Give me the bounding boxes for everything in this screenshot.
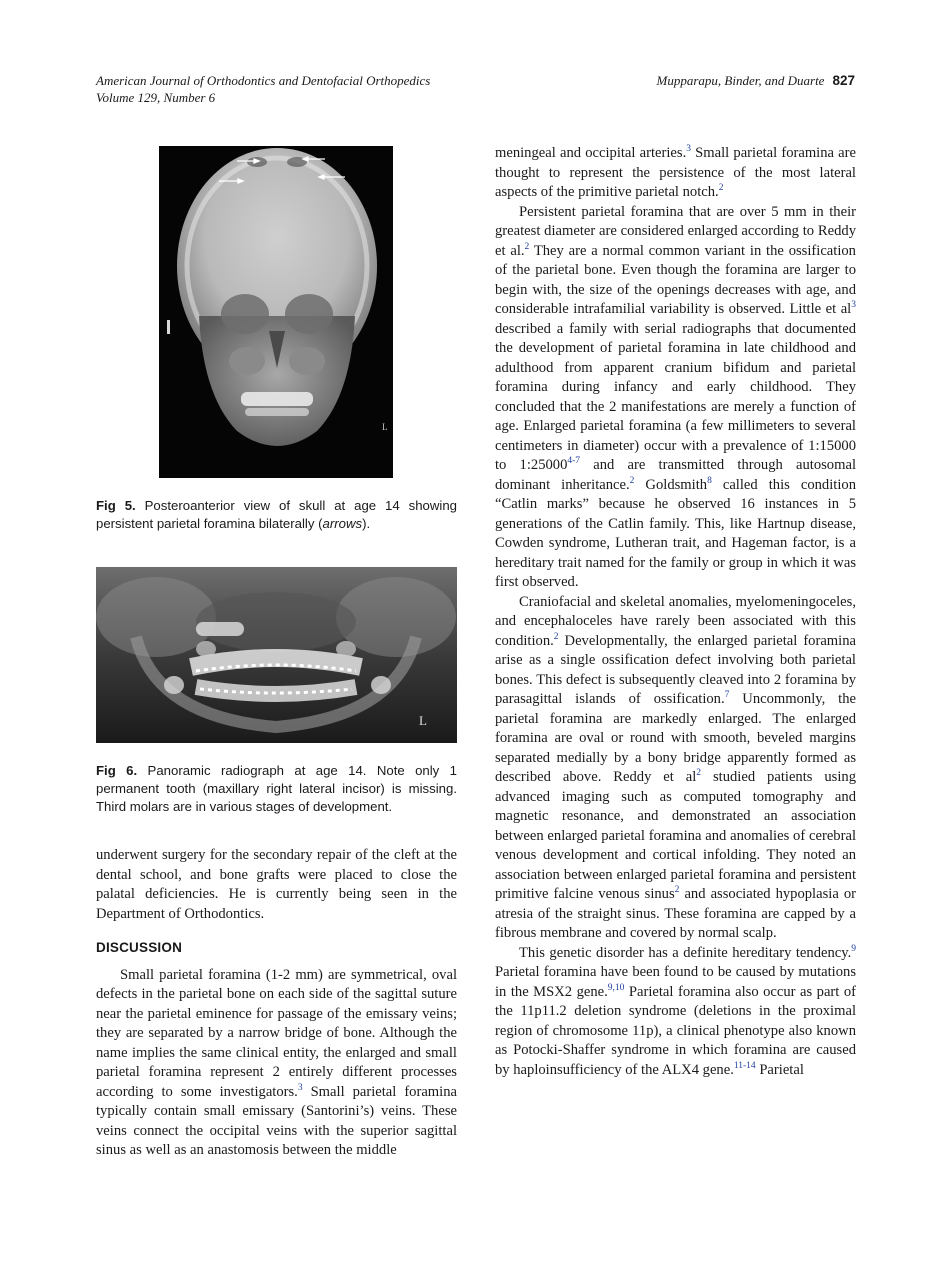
figure-6-caption-text: Panoramic radiograph at age 14. Note only 1 permanent tooth (maxillary right lateral incisor) is missing. Third molars are in various stages of development. [96, 763, 457, 814]
figure-5-caption [96, 497, 457, 533]
fig5-side-marker: L [382, 422, 388, 432]
citation-ref[interactable]: 8 [707, 475, 712, 486]
journal-title: American Journal of Orthodontics and Dentofacial Orthopedics [96, 73, 431, 88]
citation-ref[interactable]: 2 [696, 768, 702, 779]
journal-volume: Volume 129, Number 6 [96, 90, 216, 105]
citation-ref[interactable]: 9,10 [607, 982, 625, 993]
paragraph-right-1: Persistent parietal foramina that are over 5 mm in their greatest diameter are considered enlarged according to Reddy et al.$^2$ They are a normal common variant in the ossification of the parietal bone. Even though the foramina are larger to begin with, the size of the openings decreases with age, and considerable intrafamilial variability is observed. Little et $al^3$ described a family with serial radiographs that documented the development of parietal foramina in late childhood and adulthood from apparent cranium bifidum and parietal foramina during infancy and early childhood. They concluded that the 2 manifestations are merely a function of age. Enlarged parietal foramina (a few millimeters to several centimeters in diameter) occur with a prevalence of 1:15000 to 1:25000$^{4-7}$ and are transmitted through autosomal dominant inheritance.$^2$ Goldsmith$^8$ called this condition “Catlin marks” because he observed 16 instances in 5 generations of the Catlin family. This, like Hartnup disease, Cowden syndrome, Lutheran trait, and Hageman factor, is a hereditary trait named for the family or group in which it was first observed. [495, 203, 856, 590]
authors: Mupparapu, Binder, and Duarte [656, 73, 825, 88]
right-column-body [495, 144, 856, 1080]
citation-ref[interactable]: 2 [524, 241, 530, 252]
paragraph-right-2: Craniofacial and skeletal anomalies, myelomeningoceles, and encephaloceles have rarely been associated with this condition.$^2$ Developmentally, the enlarged parietal foramina arise as a single ossification defect involving both parietal bones. This defect is subsequently cleaved into 2 foramina by parasagittal islands of ossification.$^7$ Uncommonly, the parietal foramina are markedly enlarged. The enlarged foramina are oval or round with smooth, beveled margins separated medially by a bony bridge apparently formed as described above. Reddy et $al^2$ studied patients using advanced imaging such as computed tomography and magnetic resonance, and demonstrated an association between enlarged parietal foramina and anomalies of cerebral venous development and cortical infolding. They noted an association between enlarged parietal foramina and persistent primitive falcine venous sinus$^2$ and associated hypoplasia or atresia of the straight sinus. These foramina are capped by a fibrous membrane and covered by normal scalp. [495, 593, 857, 941]
figure-5-label: Fig 5. [96, 498, 136, 513]
skull-radiograph-image [159, 146, 393, 478]
citation-ref[interactable]: 3 [297, 1082, 303, 1093]
citation-ref[interactable]: 11-14 [733, 1060, 756, 1071]
running-header-journal [96, 72, 430, 106]
citation-ref[interactable]: 7 [724, 690, 730, 701]
left-column-body [96, 846, 457, 1161]
figure-6-panoramic-radiograph [96, 567, 457, 743]
figure-5-caption-text: Posteroanterior view of skull at age 14 showing persistent parietal foramina bilaterally ( [96, 498, 458, 531]
figure-6-label: Fig 6. [96, 763, 138, 778]
panoramic-radiograph-image [96, 567, 457, 743]
citation-ref[interactable]: 2 [718, 183, 724, 194]
continuation-paragraph: underwent surgery for the secondary repair of the cleft at the dental school, and bone grafts were placed to close the palatal deficiencies. He is currently being seen in the Department of Orthodontics. [96, 847, 457, 922]
citation-ref[interactable]: 2 [674, 885, 680, 896]
citation-ref[interactable]: 2 [629, 475, 635, 486]
figure-5-skull-radiograph [159, 146, 393, 478]
citation-ref[interactable]: 4-7 [567, 456, 581, 467]
citation-ref[interactable]: 3 [851, 300, 856, 311]
section-heading-discussion: DISCUSSION [96, 940, 183, 955]
figure-5-caption-end: ). [362, 516, 371, 531]
figure-5-caption-italic: arrows [322, 516, 363, 531]
page-number: 827 [832, 73, 855, 88]
paragraph-right-0: meningeal and occipital arteries.$^3$ Small parietal foramina are thought to represent the persistence of the most lateral aspects of the primitive parietal notch.$^2$ [495, 144, 856, 200]
citation-ref[interactable]: 2 [553, 631, 559, 642]
figure-6-caption [96, 762, 457, 816]
fig6-side-marker: L [419, 713, 427, 728]
citation-ref[interactable]: 9 [851, 943, 856, 954]
citation-ref[interactable]: 3 [686, 144, 691, 155]
paragraph-discussion-1: Small parietal foramina (1-2 mm) are symmetrical, oval defects in the parietal bone on each side of the sagittal suture near the parietal eminence for passage of the emissary veins; they are separated by a narrow bridge of bone. Although the name implies the same clinical entity, the enlarged and small parietal foramina represent 2 entirely different processes according to some investigators.$^3$ Small parietal foramina typically contain small emissary (Santorini’s) veins. These veins connect the occipital veins with the superior sagittal sinus as well as an anastomosis between the middle [96, 966, 457, 1158]
paragraph-right-3: This genetic disorder has a definite hereditary tendency.$^9$ Parietal foramina have been found to be caused by mutations in the MSX2 gene.$^{9,10}$ Parietal foramina also occur as part of the 11p11.2 deletion syndrome (deletions in the proximal region of chromosome 11p), a clinical phenotype also known as Potocki-Shaffer syndrome in which foramina are caused by haploinsufficiency of the ALX4 gene.$^{11-14}$ Parietal [495, 943, 856, 1078]
running-header-authors [657, 72, 855, 89]
